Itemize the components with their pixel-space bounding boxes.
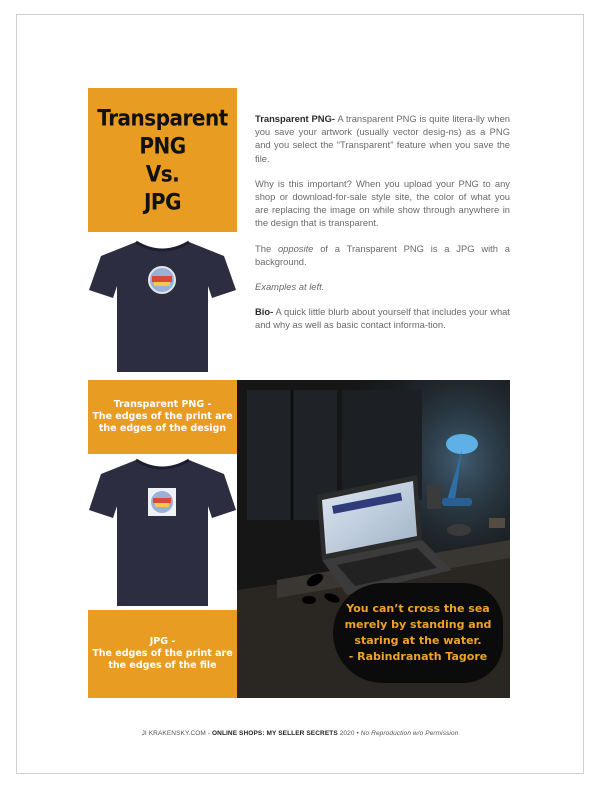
png-label-box: Transparent PNG - The edges of the print are the edges of the design: [88, 380, 237, 454]
title-line-1: Transparent: [97, 104, 228, 132]
quote-bubble: [333, 583, 503, 683]
title-line-2: PNG: [139, 132, 186, 160]
desk-laptop-photo: [237, 380, 510, 698]
quote-line-3: staring at the water.: [354, 634, 482, 647]
example-panel: [88, 380, 510, 698]
title-line-3: Vs.: [145, 160, 180, 188]
paragraph-examples: Examples at left.: [255, 281, 325, 293]
tshirt-transparent-print-image: [88, 238, 237, 376]
quote-line-2: merely by standing and: [344, 618, 492, 631]
paragraph-importance: Why is this important? When you upload your PNG to any shop or download-for-sale style site, the color of what you are replacing the image on while show through anywhere in the design that is transparent.: [255, 177, 510, 229]
paragraph-bio: Bio- A quick little blurb about yourself that includes your what and why as well as basic contact informa-tion.: [255, 306, 510, 331]
paragraph-opposite: The opposite of a Transparent PNG is a JPG with a background.: [255, 242, 511, 267]
title-box: [88, 88, 237, 232]
jpg-label-box: JPG - The edges of the print are the edges of the file: [88, 610, 237, 698]
tshirt-jpg-print-image: [88, 454, 237, 610]
body-text: [255, 112, 510, 344]
quote-attribution: - Rabindranath Tagore: [348, 650, 488, 663]
title-line-4: JPG: [143, 188, 181, 216]
page-footer: JI KRAKENSKY.COM - ONLINE SHOPS: MY SELLER SECRETS 2020 • No Reproduction w/o Permission: [141, 730, 459, 737]
paragraph-transparent-png: Transparent PNG- A transparent PNG is quite litera-lly when you save your artwork (usually vector desig-ns) as a PNG and you select the “Transparent” feature when you save the file.: [255, 113, 510, 164]
quote-line-1: You can’t cross the sea: [346, 602, 490, 615]
